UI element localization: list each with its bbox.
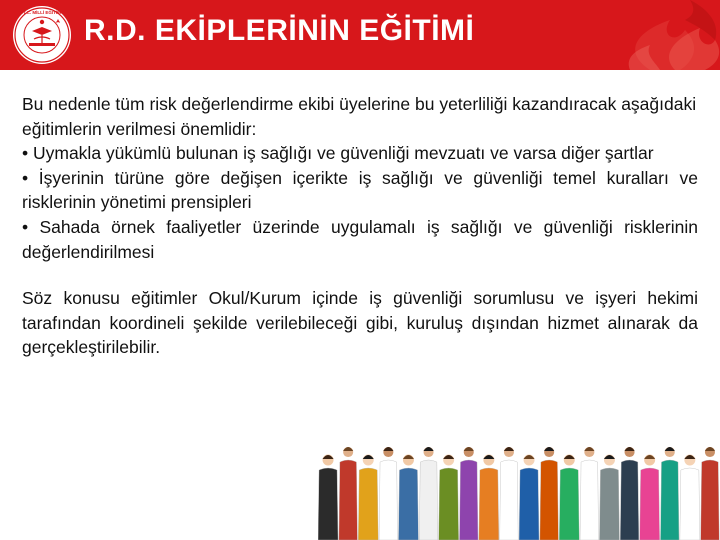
person-figure bbox=[500, 447, 519, 540]
person-figure bbox=[660, 447, 679, 540]
workers-group-icon bbox=[318, 438, 720, 540]
bullet-item: • İşyerinin türüne göre değişen içerikte iş sağlığı ve güvenliği temel kuralları ve risklerinin yönetimi prensipleri bbox=[22, 167, 698, 213]
person-figure bbox=[479, 455, 499, 540]
person-figure bbox=[398, 455, 418, 540]
bullet-item: • Sahada örnek faaliyetler üzerinde uygulamalı iş sağlığı ve güvenliği risklerinin değerlendirilmesi bbox=[22, 216, 698, 262]
closing-paragraph: Söz konusu eğitimler Okul/Kurum içinde iş güvenliği sorumlusu ve işyeri hekimi tarafından koordineli şekilde verilebileceği gibi, kuruluş dışından hizmet alınarak da gerçekleştirilebilir. bbox=[22, 288, 698, 358]
person-figure bbox=[459, 447, 478, 540]
person-figure bbox=[620, 447, 639, 540]
person-figure bbox=[358, 455, 378, 540]
person-figure bbox=[339, 447, 358, 540]
person-figure bbox=[701, 447, 720, 540]
paragraph-spacer bbox=[22, 264, 698, 286]
main-content bbox=[22, 92, 698, 360]
person-figure bbox=[599, 455, 619, 540]
person-figure bbox=[580, 447, 599, 540]
person-figure bbox=[439, 455, 459, 540]
flame-decoration-icon bbox=[500, 0, 720, 70]
intro-paragraph: Bu nedenle tüm risk değerlendirme ekibi üyelerine bu yeterliliği kazandıracak aşağıdaki eğitimlerin verilmesi önemlidir: bbox=[22, 94, 697, 139]
person-figure bbox=[419, 447, 438, 540]
title-bar bbox=[0, 0, 720, 70]
meb-emblem-icon bbox=[12, 5, 72, 65]
person-figure bbox=[519, 455, 539, 540]
person-figure bbox=[640, 455, 660, 540]
page-title: R.D. EKİPLERİNİN EĞİTİMİ bbox=[84, 14, 475, 47]
person-figure bbox=[379, 447, 398, 540]
person-figure bbox=[540, 447, 559, 540]
person-figure bbox=[318, 455, 338, 540]
person-figure bbox=[559, 455, 579, 540]
svg-text:T.C. MİLLİ EĞİTİM: T.C. MİLLİ EĞİTİM bbox=[23, 10, 61, 15]
person-figure bbox=[680, 455, 700, 540]
bullet-item: • Uymakla yükümlü bulunan iş sağlığı ve güvenliği mevzuatı ve varsa diğer şartlar bbox=[22, 143, 654, 164]
